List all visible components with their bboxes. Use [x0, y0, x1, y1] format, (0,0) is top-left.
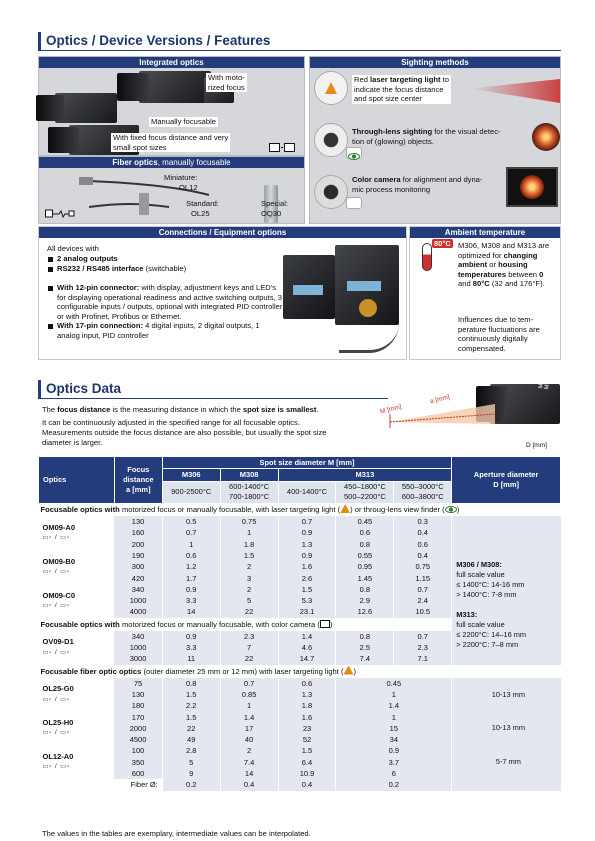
table-cell: 2.8 — [162, 745, 220, 756]
device-image-right — [335, 245, 399, 325]
table-cell: 300 — [114, 561, 162, 572]
optics-data-table — [38, 456, 561, 791]
table-cell: 200 — [114, 539, 162, 550]
table-cell: 1.4 — [220, 712, 278, 723]
table-cell: 1.5 — [278, 745, 336, 756]
table-row — [39, 745, 561, 756]
table-cell: 1 — [220, 700, 278, 711]
subheader-focusable-laser: Focusable optics with motorized focus or manually focusable, with laser targeting light ( ) or throug-lens view finder ( ) — [40, 505, 460, 515]
table-cell: 0.95 — [336, 561, 394, 572]
table-cell: 1.6 — [278, 561, 336, 572]
laser-warning-icon — [340, 504, 350, 513]
table-cell: 10.5 — [394, 606, 452, 617]
cable-image — [339, 323, 399, 353]
section-title-optics: Optics / Device Versions / Features — [38, 32, 561, 51]
table-cell: 0.9 — [278, 550, 336, 561]
table-cell: 3 — [220, 573, 278, 584]
connections-basic-list — [47, 254, 187, 273]
footnote: The values in the tables are exemplary, intermediate values can be interpolated. — [42, 829, 311, 838]
table-cell: 1.4 — [278, 631, 336, 642]
bullet-17pin: With 17-pin connection: 4 digital inputs, 2 digital outputs, 1 analog input, PID controller — [47, 321, 283, 340]
table-cell: 1.5 — [278, 584, 336, 595]
table-cell: 0.9 — [278, 527, 336, 538]
device-image-left — [283, 255, 335, 319]
sighting-methods-header: Sighting methods — [310, 57, 560, 68]
table-cell: 1.7 — [162, 573, 220, 584]
table-cell: 0.4 — [394, 550, 452, 561]
color-camera-image — [314, 175, 348, 209]
table-cell: 6 — [336, 768, 452, 779]
optics-name: OL12-A0 ▭▫ / ▭▫ — [39, 745, 115, 779]
optics-name: OL25-G0 ▭▫ / ▭▫ — [39, 678, 115, 712]
table-cell: 22 — [162, 723, 220, 734]
header-focus: Focus distance a [mm] — [114, 457, 162, 504]
header-optics: Optics — [39, 457, 115, 504]
table-cell: 5 — [220, 595, 278, 606]
table-cell: 340 — [114, 631, 162, 642]
optics-name: OM09-A0 ▭▫ / ▭▫ — [39, 516, 115, 550]
range-m313a: 400-1400°C — [278, 481, 336, 503]
laser-icon — [314, 71, 348, 105]
header-m306: M306 — [162, 469, 220, 481]
miniature-label: Miniature: — [164, 173, 198, 182]
monitor-image — [506, 167, 558, 207]
aperture-cell: 10-13 mm — [452, 712, 561, 746]
table-cell: 2.4 — [394, 595, 452, 606]
table-cell: 1.4 — [336, 700, 452, 711]
table-cell: 0.7 — [394, 584, 452, 595]
aperture-cell: 5-7 mm — [452, 745, 561, 779]
manual-focus-label: Manually focusable — [151, 117, 217, 126]
table-cell: 4.6 — [278, 642, 336, 653]
focus-intro: The focus distance is the measuring distance in which the spot size is smallest. — [42, 405, 319, 414]
fiber-optics-icon — [45, 209, 75, 218]
table-cell: 0.6 — [394, 539, 452, 550]
table-cell: 0.55 — [336, 550, 394, 561]
table-cell: 0.8 — [162, 678, 220, 689]
table-row — [39, 678, 561, 689]
table-cell: 0.6 — [162, 550, 220, 561]
table-cell: 52 — [278, 734, 336, 745]
table-cell: 1000 — [114, 595, 162, 606]
motorized-label: With moto- rized focus — [208, 73, 245, 92]
table-row — [39, 550, 561, 561]
table-cell: 600 — [114, 768, 162, 779]
table-cell: 1.6 — [278, 712, 336, 723]
laser-beam-image — [470, 79, 560, 103]
fixed-focus-label: With fixed focus distance and very small spot sizes — [113, 133, 229, 152]
range-m313b: 450–1800°C 500–2200°C — [336, 481, 394, 503]
ambient-text-1: M306, M308 and M313 are optimized for changing ambient or housing temperatures between 0 and 80°C (32 and 176°F). — [458, 241, 550, 289]
ambient-text-2: Influences due to tem-perature fluctuations are continuously digitally compensated. — [458, 315, 540, 353]
fiber-diameter-row — [39, 779, 561, 790]
table-cell: 190 — [114, 550, 162, 561]
table-cell: 100 — [114, 745, 162, 756]
table-cell: 6.4 — [278, 757, 336, 768]
header-aperture: Aperture diameter D [mm] — [452, 457, 561, 504]
table-cell: 1 — [220, 527, 278, 538]
measurement-illustration — [379, 369, 560, 454]
optics-name: OV09-D1 ▭▫ / ▭▫ — [39, 631, 115, 665]
table-cell: 10.9 — [278, 768, 336, 779]
laser-description: Red laser targeting light to indicate the focus distance and spot size center — [354, 75, 449, 104]
table-cell: 1.2 — [162, 561, 220, 572]
table-cell: 0.7 — [394, 631, 452, 642]
optics-name: OL25-H0 ▭▫ / ▭▫ — [39, 712, 115, 746]
oq30-label: OQ30 — [261, 209, 282, 218]
table-cell: 2.3 — [220, 631, 278, 642]
table-cell: 130 — [114, 516, 162, 527]
temperature-badge: 80°C — [434, 239, 451, 248]
camera-image-manual — [55, 93, 117, 123]
integrated-optics-header: Integrated optics — [39, 57, 304, 68]
ol12-label: OL12 — [179, 183, 198, 192]
table-cell: 3000 — [114, 653, 162, 664]
d-label: D [mm] — [526, 442, 547, 449]
table-cell: 2.3 — [394, 642, 452, 653]
focus-explanation: It can be continuously adjusted in the specified range for all focusable optics. Measurements outside the focus distance are also possible, but usually the spot size diameter is larger. — [42, 418, 327, 447]
table-cell: 7 — [220, 642, 278, 653]
table-cell: 14 — [162, 606, 220, 617]
table-cell: 0.6 — [278, 678, 336, 689]
bullet-analog: 2 analog outputs — [47, 254, 177, 264]
table-cell: 1.3 — [278, 689, 336, 700]
connections-header: Connections / Equipment options — [39, 227, 406, 238]
glowing-object-image — [532, 123, 560, 151]
table-cell: 7.1 — [394, 653, 452, 664]
table-cell: 340 — [114, 584, 162, 595]
aperture-cell — [452, 516, 561, 550]
table-cell: 0.4 — [394, 527, 452, 538]
table-cell: 3.7 — [336, 757, 452, 768]
table-cell: 2.6 — [278, 573, 336, 584]
table-cell: 0.7 — [278, 516, 336, 527]
table-cell: 17 — [220, 723, 278, 734]
optics-type-icon — [269, 143, 299, 152]
special-label: Special: — [261, 199, 289, 208]
table-cell: 1.8 — [220, 539, 278, 550]
table-cell: 130 — [114, 689, 162, 700]
range-m313c: 550–3000°C 600–3800°C — [394, 481, 452, 503]
table-cell: 14.7 — [278, 653, 336, 664]
table-cell: 4500 — [114, 734, 162, 745]
header-m308: M308 — [220, 469, 278, 481]
table-cell: 0.85 — [220, 689, 278, 700]
range-m306: 900-2500°C — [162, 481, 220, 503]
table-cell: 0.4 — [220, 779, 278, 790]
table-cell: 0.6 — [336, 527, 394, 538]
table-cell: 7.4 — [336, 653, 394, 664]
connections-connector-list — [47, 283, 283, 340]
sighting-methods-panel — [309, 56, 561, 224]
table-cell: 40 — [220, 734, 278, 745]
table-cell: 22 — [220, 606, 278, 617]
table-cell: 1.8 — [278, 700, 336, 711]
subheader-color-camera: Focusable optics with motorized focus or manually focusable, with color camera ( ) — [40, 619, 333, 629]
table-body — [39, 503, 561, 791]
table-cell: 9 — [162, 768, 220, 779]
table-cell: 160 — [114, 527, 162, 538]
table-cell: 2 — [220, 561, 278, 572]
connections-panel — [38, 226, 407, 360]
bullet-rs232: RS232 / RS485 interface (switchable) — [47, 264, 177, 274]
through-lens-description: Through-lens sighting for the visual detec- tion of (glowing) objects. — [352, 127, 501, 146]
table-cell: 0.75 — [394, 561, 452, 572]
fiber-optics-panel — [38, 156, 305, 224]
header-spot-size: Spot size diameter M [mm] — [162, 457, 451, 469]
table-cell: 1 — [162, 539, 220, 550]
brand-label: METIS M3 — [538, 369, 552, 391]
table-cell: 5 — [162, 757, 220, 768]
table-cell: 0.45 — [336, 678, 452, 689]
table-cell: 34 — [336, 734, 452, 745]
standard-label: Standard: — [186, 199, 219, 208]
connections-intro: All devices with — [47, 244, 99, 253]
section-title-optics-data: Optics Data — [38, 380, 388, 399]
table-cell: 4000 — [114, 606, 162, 617]
table-cell: 0.8 — [336, 539, 394, 550]
table-cell: 23 — [278, 723, 336, 734]
table-cell: 2 — [220, 584, 278, 595]
table-cell: 0.45 — [336, 516, 394, 527]
table-cell: 180 — [114, 700, 162, 711]
table-cell: 2.2 — [162, 700, 220, 711]
monitor-icon — [346, 197, 362, 209]
table-cell: 0.7 — [162, 527, 220, 538]
table-cell: 0.75 — [220, 516, 278, 527]
through-lens-image — [314, 123, 348, 157]
table-cell: 1000 — [114, 642, 162, 653]
table-cell: 0.7 — [220, 678, 278, 689]
table-cell: 3.3 — [162, 642, 220, 653]
table-cell: 11 — [162, 653, 220, 664]
m-label: M [mm] — [379, 403, 403, 416]
table-cell: 23.1 — [278, 606, 336, 617]
fiber-optics-header: Fiber optics, manually focusable — [39, 157, 304, 168]
table-cell: 0.5 — [162, 516, 220, 527]
table-cell: 0.3 — [394, 516, 452, 527]
table-cell — [452, 779, 561, 790]
ambient-header: Ambient temperature — [410, 227, 560, 238]
optics-name: OM09-C0 ▭▫ / ▭▫ — [39, 584, 115, 618]
table-cell: 2000 — [114, 723, 162, 734]
table-cell: 1.5 — [162, 689, 220, 700]
table-cell: 1.5 — [220, 550, 278, 561]
table-cell: 1.15 — [394, 573, 452, 584]
table-row — [39, 516, 561, 527]
table-cell: 75 — [114, 678, 162, 689]
table-cell: 0.8 — [336, 631, 394, 642]
subheader-fiber: Focusable fiber optic optics (outer diameter 25 mm or 12 mm) with laser targeting light ( ) — [40, 666, 357, 676]
table-cell: 1.45 — [336, 573, 394, 584]
table-cell: 15 — [336, 723, 452, 734]
table-row — [39, 712, 561, 723]
table-cell: 1 — [336, 712, 452, 723]
table-cell: 0.9 — [162, 631, 220, 642]
table-cell: 0.8 — [336, 584, 394, 595]
thermometer-icon — [422, 243, 432, 271]
eye-icon — [445, 506, 457, 513]
table-cell: 2.5 — [336, 642, 394, 653]
optics-name: OM09-B0 ▭▫ / ▭▫ — [39, 550, 115, 584]
table-cell: 420 — [114, 573, 162, 584]
camera-image-motorized — [139, 71, 211, 103]
table-cell: 350 — [114, 757, 162, 768]
table-cell: 2 — [220, 745, 278, 756]
table-cell: 0.4 — [278, 779, 336, 790]
header-m313: M313 — [278, 469, 452, 481]
camera-icon — [320, 620, 330, 628]
ol25-label: OL25 — [191, 209, 210, 218]
aperture-cell: M306 / M308: full scale value ≤ 1400°C: 14-16 mm > 1400°C: 7-8 mm M313: full scale value ≤ 2200°C: 14–16 mm > 2200°C: 7–8 mm — [452, 550, 561, 665]
table-cell: 1.5 — [162, 712, 220, 723]
ambient-panel — [409, 226, 561, 360]
a-label: a [mm] — [429, 393, 451, 406]
table-cell: 14 — [220, 768, 278, 779]
laser-warning-icon — [344, 666, 354, 675]
table-cell: 1 — [336, 689, 452, 700]
table-cell: 3.3 — [162, 595, 220, 606]
table-cell: 0.9 — [336, 745, 452, 756]
table-cell: 49 — [162, 734, 220, 745]
aperture-cell: 10-13 mm — [452, 678, 561, 712]
table-cell: 5.3 — [278, 595, 336, 606]
table-cell: 0.9 — [162, 584, 220, 595]
table-cell: Fiber Ø: — [39, 779, 163, 790]
table-cell: 22 — [220, 653, 278, 664]
table-cell: 2.9 — [336, 595, 394, 606]
range-m308: 600-1400°C 700-1800°C — [220, 481, 278, 503]
table-cell: 0.2 — [336, 779, 452, 790]
table-cell: 0.2 — [162, 779, 220, 790]
color-camera-description: Color camera for alignment and dyna- mic process monitoring — [352, 175, 483, 194]
table-cell: 170 — [114, 712, 162, 723]
integrated-optics-panel — [38, 56, 305, 156]
eye-icon — [346, 147, 362, 159]
table-cell: 1.3 — [278, 539, 336, 550]
table-cell: 7.4 — [220, 757, 278, 768]
table-cell: 12.6 — [336, 606, 394, 617]
bullet-12pin: With 12-pin connector: with display, adjustment keys and LED's for displaying operational readiness and active switching outputs, 3 configurable inputs / outputs, optional with integrated PID controller or with Profinet, Profibus or Ethernet. — [47, 283, 283, 321]
